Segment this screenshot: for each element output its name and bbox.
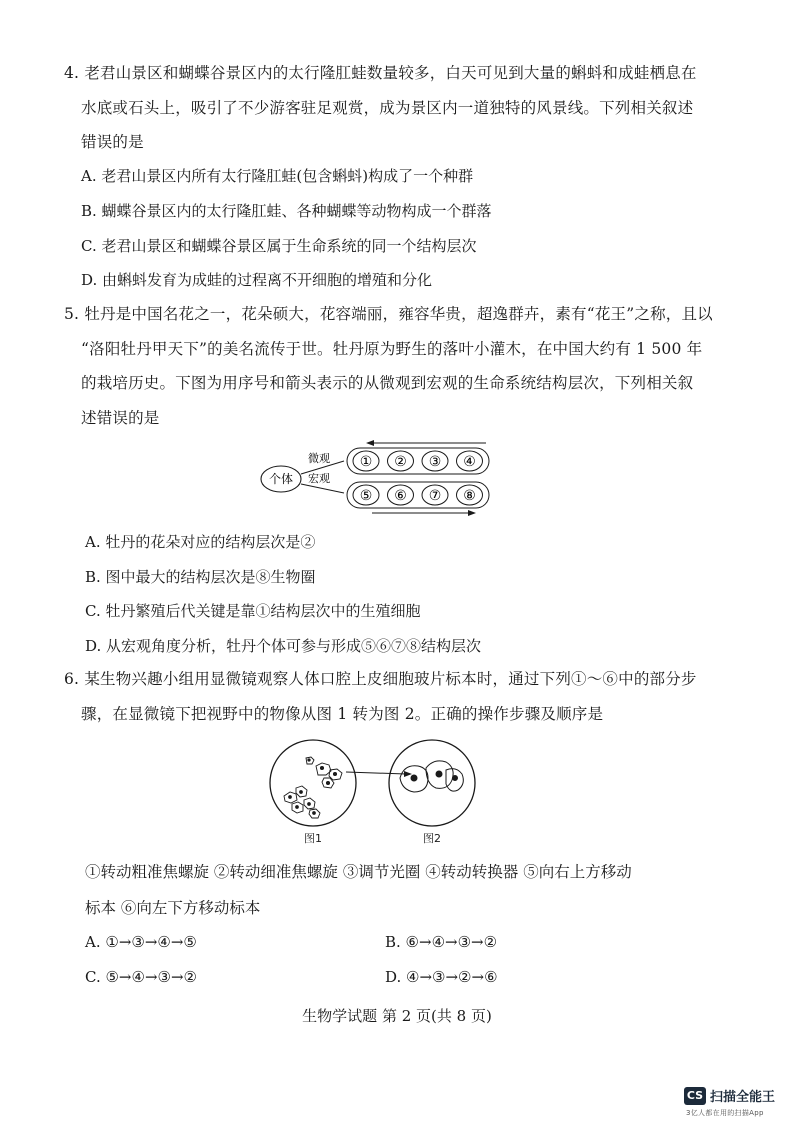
q4-stem-line-3: 错误的是 [81, 133, 144, 151]
top-row-node-label-3: ③ [428, 454, 442, 470]
q6-option-c: C. ⑤→④→③→② [85, 968, 197, 986]
q5-option-a: A. 牡丹的花朵对应的结构层次是② [85, 533, 316, 551]
camscanner-watermark [684, 1084, 790, 1120]
q6-option-a: A. ①→③→④→⑤ [85, 933, 197, 951]
bottom-row-node-label-2: ⑥ [394, 488, 407, 504]
top-arrow-head [366, 440, 374, 446]
branch-line-macro [301, 484, 344, 493]
camscanner-logo-icon: CS [684, 1087, 706, 1105]
q5-option-d: D. 从宏观角度分析，牡丹个体可参与形成⑤⑥⑦⑧结构层次 [85, 637, 482, 655]
camscanner-tagline: 3亿人都在用的扫描App [686, 1109, 764, 1117]
small-cells-cluster [284, 757, 342, 818]
bottom-row-levels [353, 485, 483, 505]
bottom-row-node-label-4: ⑧ [463, 488, 476, 504]
q5-option-c: C. 牡丹繁殖后代关键是靠①结构层次中的生殖细胞 [85, 602, 421, 620]
camscanner-name: 扫描全能王 [710, 1090, 776, 1105]
hierarchy-diagram [258, 438, 498, 522]
bottom-row-node-label-1: ⑤ [359, 488, 373, 504]
q6-option-b: B. ⑥→④→③→② [385, 933, 498, 951]
q5-stem-line-4: 述错误的是 [81, 409, 160, 427]
q4-option-c: C. 老君山景区和蝴蝶谷景区属于生命系统的同一个结构层次 [81, 237, 477, 255]
figure-2-label: 图2 [423, 832, 441, 845]
q6-steps-line-1: ①转动粗准焦螺旋 ②转动细准焦螺旋 ③调节光圈 ④转动转换器 ⑤向右上方移动 [85, 863, 632, 881]
top-row-levels [353, 451, 483, 471]
q6-steps-line-2: 标本 ⑥向左下方移动标本 [85, 899, 261, 917]
q4-option-a: A. 老君山景区内所有太行隆肛蛙(包含蝌蚪)构成了一个种群 [81, 167, 474, 185]
q5-stem-line-2: “洛阳牡丹甲天下”的美名流传于世。牡丹原为野生的落叶小灌木，在中国大约有 1 500 年 [81, 340, 703, 358]
micro-label: 微观 [308, 452, 330, 465]
macro-label: 宏观 [308, 472, 330, 485]
page-footer: 生物学试题 第 2 页(共 8 页) [302, 1007, 492, 1025]
q6-stem-line-2: 骤，在显微镜下把视野中的物像从图 1 转为图 2。正确的操作步骤及顺序是 [81, 705, 604, 723]
q4-stem-line-1: 4. 老君山景区和蝴蝶谷景区内的太行隆肛蛙数量较多，白天可见到大量的蝌蚪和成蛙栖息在 [64, 64, 697, 82]
top-row-node-label-4: ④ [463, 454, 476, 470]
figure-1-label: 图1 [304, 832, 322, 845]
q6-option-d: D. ④→③→②→⑥ [385, 968, 498, 986]
large-cells-cluster [400, 761, 463, 792]
bottom-row-node-label-3: ⑦ [428, 488, 442, 504]
q6-stem-line-1: 6. 某生物兴趣小组用显微镜观察人体口腔上皮细胞玻片标本时，通过下列①～⑥中的部分步 [64, 670, 697, 688]
top-row-node-label-2: ② [394, 454, 407, 470]
q4-stem-line-2: 水底或石头上，吸引了不少游客驻足观赏，成为景区内一道独特的风景线。下列相关叙述 [81, 99, 694, 117]
q4-option-b: B. 蝴蝶谷景区内的太行隆肛蛙、各种蝴蝶等动物构成一个群落 [81, 202, 492, 220]
q5-option-b: B. 图中最大的结构层次是⑧生物圈 [85, 568, 316, 586]
top-row-node-label-1: ① [359, 454, 373, 470]
q4-option-d: D. 由蝌蚪发育为成蛙的过程离不开细胞的增殖和分化 [81, 271, 433, 289]
microscope-figure [268, 738, 490, 852]
bottom-arrow-head [468, 510, 476, 516]
q5-stem-line-1: 5. 牡丹是中国名花之一，花朵硕大，花容端丽，雍容华贵，超逸群卉，素有“花王”之称，且以 [64, 305, 713, 323]
q5-stem-line-3: 的栽培历史。下图为用序号和箭头表示的从微观到宏观的生命系统结构层次，下列相关叙 [81, 374, 694, 392]
individual-label: 个体 [268, 472, 294, 486]
transition-arrow-head [404, 771, 412, 777]
